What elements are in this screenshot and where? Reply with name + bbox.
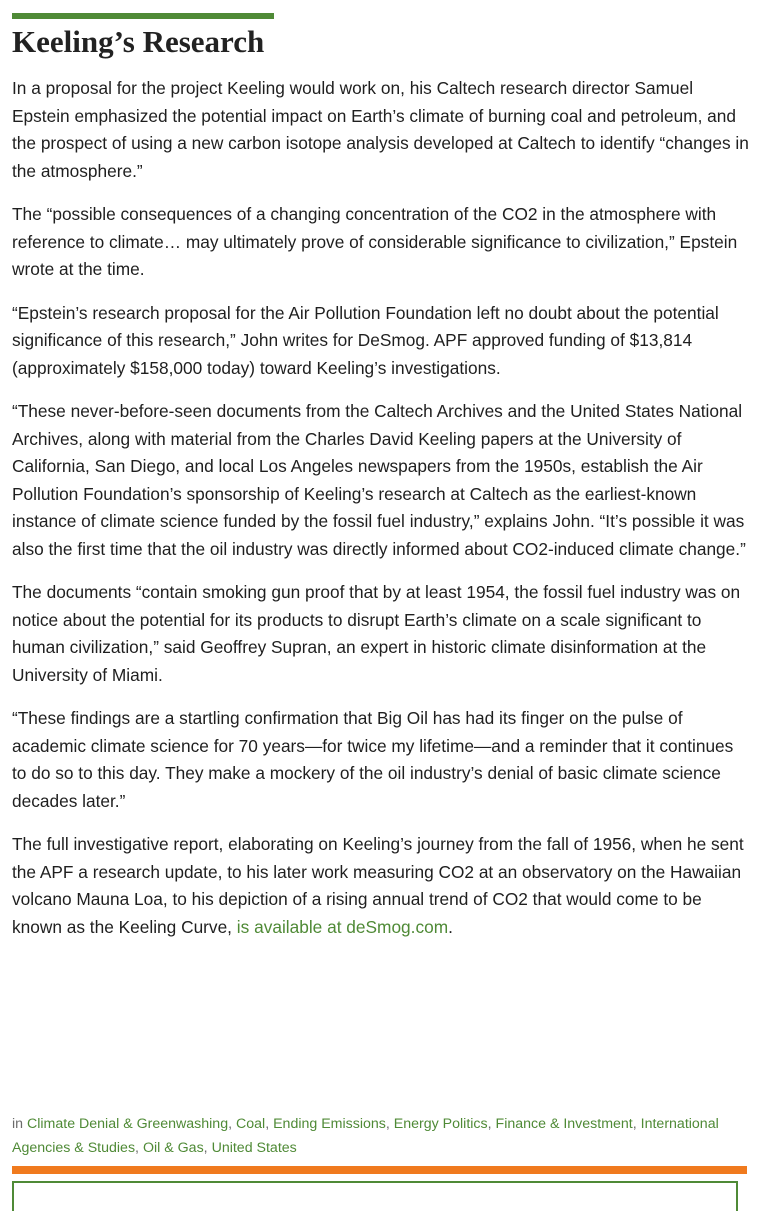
paragraph-5: The documents “contain smoking gun proof that by at least 1954, the fossil fuel industry was on notice about the potential for its products to disrupt Earth’s climate on a scale significant to human civilization,” said Geoffrey Supran, an expert in historic climate disinformation at the University of Miami. (12, 582, 741, 685)
footer-divider (12, 1166, 747, 1174)
paragraph-7-end: . (448, 916, 453, 937)
paragraph-7-text: The full investigative report, elaborating on Keeling’s journey from the fall of 1956, when he sent the APF a research update, to his later work measuring CO2 at an observatory on the Hawaiian volcano Mauna Loa, to his depiction of a rising annual trend of CO2 that would come to be known as the Keeling Curve, (12, 834, 744, 937)
category-separator: , (385, 1116, 390, 1132)
category-separator: , (265, 1116, 270, 1132)
paragraph-6: “These findings are a startling confirmation that Big Oil has had its finger on the pulse of academic climate science for 70 years—for twice my lifetime—and a reminder that it continues to do so to this day. They make a mockery of the oil industry’s denial of basic climate science decades later.” (12, 708, 734, 811)
category-link-finance-investment[interactable]: Finance & Investment (495, 1116, 633, 1132)
category-link-climate-denial[interactable]: Climate Denial & Greenwashing (27, 1116, 229, 1132)
heading-accent-bar (12, 13, 274, 19)
paragraph-3: “Epstein’s research proposal for the Air Pollution Foundation left no doubt about the potential significance of this research,” John writes for DeSmog. APF approved funding of $13,814 (approximately $158,000 today) toward Keeling’s investigations. (12, 302, 719, 378)
category-link-ending-emissions[interactable]: Ending Emissions (273, 1116, 386, 1132)
desmog-report-link[interactable]: is available at deSmog.com (236, 916, 449, 937)
category-link-international-agencies[interactable]: International Agencies & Studies (12, 1116, 719, 1156)
next-section-box (12, 1181, 738, 1211)
paragraph-7 (12, 831, 752, 941)
category-list (12, 1112, 752, 1160)
category-link-oil-gas[interactable]: Oil & Gas (142, 1140, 204, 1156)
paragraph-4: “These never-before-seen documents from the Caltech Archives and the United States National Archives, along with material from the Charles David Keeling papers at the University of California, San Diego, and local Los Angeles newspapers from the 1950s, establish the Air Pollution Foundation’s sponsorship of Keeling’s research at Caltech as the earliest-known instance of climate science funded by the fossil fuel industry,” explains John. “It’s possible it was also the first time that the oil industry was directly informed about CO2-induced climate change.” (12, 401, 746, 559)
article-body (12, 75, 752, 957)
category-separator: , (487, 1116, 492, 1132)
category-separator: , (135, 1140, 139, 1156)
category-link-energy-politics[interactable]: Energy Politics (393, 1116, 488, 1132)
category-separator: , (203, 1140, 208, 1156)
category-separator: , (632, 1116, 637, 1132)
paragraph-1: In a proposal for the project Keeling would work on, his Caltech research director Samuel Epstein emphasized the potential impact on Earth’s climate of burning coal and petroleum, and the prospect of using a new carbon isotope analysis developed at Caltech to identify “changes in the atmosphere.” (12, 78, 749, 181)
paragraph-2: The “possible consequences of a changing concentration of the CO2 in the atmosphere with reference to climate… may ultimately prove of considerable significance to civilization,” Epstein wrote at the time. (12, 204, 738, 279)
category-prefix: in (12, 1116, 24, 1132)
category-link-united-states[interactable]: United States (211, 1140, 297, 1156)
category-link-coal[interactable]: Coal (236, 1116, 266, 1132)
section-heading: Keeling’s Research (12, 24, 265, 59)
category-separator: , (228, 1116, 233, 1132)
